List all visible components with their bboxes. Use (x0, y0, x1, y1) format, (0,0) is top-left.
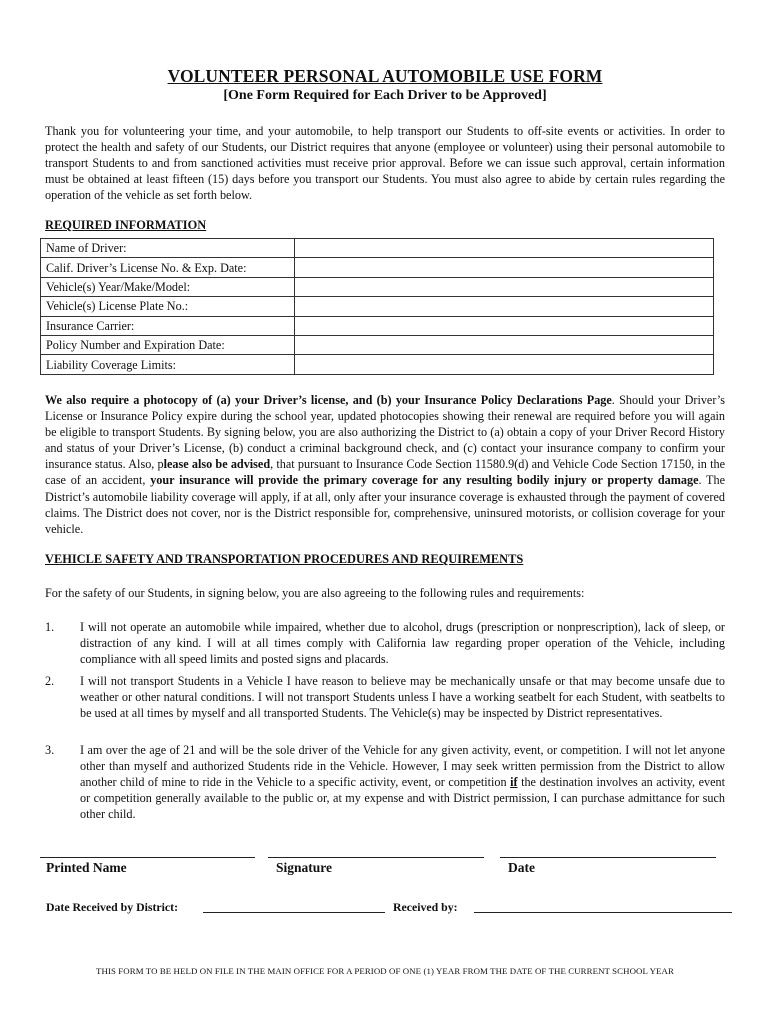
list-number: 3. (45, 743, 55, 757)
received-by-label: Received by: (393, 900, 458, 914)
table-row (41, 239, 714, 258)
row-label-license: Calif. Driver’s License No. & Exp. Date: (41, 258, 295, 277)
list-text-part-b: the destination involves an activity, event or competition generally available to the public or, at my expense and with District permission, I can purchase admittance for such other child. (80, 775, 725, 822)
form-subtitle: [One Form Required for Each Driver to be Approved] (223, 88, 547, 103)
photocopy-text-1: . Should your Driver’s License or Insurance Policy expire during the school year, updated photocopies showing their renewal are required before you will again be eligible to transport Students. By signing below, you are also authorizing the District to (a) obtain a copy of your Driver Record History and status of your Driver’s License, (b) conduct a criminal background check, and (c) contact your insurance company to confirm your insurance status. Also, p (45, 393, 725, 472)
photocopy-bold-lead: We also require a photocopy of (a) your Driver’s license, and (b) your Insurance Policy Declarations Page (45, 393, 612, 407)
photocopy-bold-advised: lease also be advised (163, 457, 271, 472)
row-label-liability: Liability Coverage Limits: (41, 355, 295, 374)
list-text-if: if (510, 775, 518, 790)
required-info-table (40, 238, 714, 375)
date-received-line[interactable] (203, 912, 385, 913)
signature-label: Signature (276, 860, 333, 875)
list-text (80, 742, 725, 822)
table-row (41, 277, 714, 296)
policy-field[interactable] (295, 335, 714, 354)
safety-lead: For the safety of our Students, in signing below, you are also agreeing to the following rules and requirements: (45, 586, 585, 600)
form-title: VOLUNTEER PERSONAL AUTOMOBILE USE FORM (167, 66, 603, 86)
photocopy-bold-primary: your insurance will provide the primary coverage for any resulting bodily injury or property damage (150, 473, 699, 488)
printed-name-line[interactable] (40, 857, 255, 858)
list-text: I will not transport Students in a Vehicle I have reason to believe may be mechanically unsafe or that may become unsafe due to weather or other natural conditions. I will not transport Students unless I have a working seatbelt for each Student, with seatbelts to be used at all times by myself and all transported Students. The Vehicle(s) may be inspected by District representatives. (80, 674, 725, 721)
photocopy-text-3: . The District’s automobile liability coverage will apply, if at all, only after your insurance coverage is exhausted through the payment of covered claims. The District does not cover, nor is the District responsible for, comprehensive, uninsured motorists, or collision coverage for your vehicle. (45, 473, 726, 536)
date-line[interactable] (500, 857, 716, 858)
license-field[interactable] (295, 258, 714, 277)
table-row (41, 258, 714, 277)
row-label-policy: Policy Number and Expiration Date: (41, 335, 295, 354)
vehicle-field[interactable] (295, 277, 714, 296)
footer-note: THIS FORM TO BE HELD ON FILE IN THE MAIN OFFICE FOR A PERIOD OF ONE (1) YEAR FROM THE DATE OF THE CURRENT SCHOOL YEAR (96, 966, 674, 976)
table-row (41, 316, 714, 335)
photocopy-paragraph (45, 392, 725, 537)
intro-paragraph: Thank you for volunteering your time, and your automobile, to help transport our Students to off-site events or activities. In order to protect the health and safety of our Students, our District requires that anyone (employee or volunteer) using their personal automobile to transport Students to and from sanctioned activities must receive prior approval. Before we can issue such approval, certain information must be obtained at least fifteen (15) days before you transport our Students. You must also agree to abide by certain rules regarding the operation of the vehicle as set forth below. (45, 124, 725, 203)
list-text-part-a: I am over the age of 21 and will be the sole driver of the Vehicle for any given activity, event, or competition. I will not let anyone other than myself and authorized Students ride in the Vehicle. However, I may seek written permission from the District to allow another child of mine to ride in the Vehicle to a specific activity, event, or competition (80, 743, 725, 790)
list-number: 2. (45, 674, 55, 688)
list-number: 1. (45, 620, 55, 634)
date-received-label: Date Received by District: (46, 900, 179, 914)
required-info-heading: REQUIRED INFORMATION (45, 218, 207, 232)
signature-line[interactable] (268, 857, 484, 858)
liability-field[interactable] (295, 355, 714, 374)
row-label-insurance-carrier: Insurance Carrier: (41, 316, 295, 335)
received-by-line[interactable] (474, 912, 732, 913)
table-row (41, 335, 714, 354)
safety-heading: VEHICLE SAFETY AND TRANSPORTATION PROCEDURES AND REQUIREMENTS (45, 552, 524, 566)
plate-field[interactable] (295, 297, 714, 316)
table-row (41, 297, 714, 316)
photocopy-text-2: , that pursuant to Insurance Code Section 11580.9(d) and Vehicle Code Section 17150, in the case of an accident, (45, 457, 726, 488)
driver-name-field[interactable] (295, 239, 714, 258)
table-row (41, 355, 714, 374)
row-label-plate: Vehicle(s) License Plate No.: (41, 297, 295, 316)
insurance-carrier-field[interactable] (295, 316, 714, 335)
date-label: Date (508, 860, 535, 875)
printed-name-label: Printed Name (46, 860, 127, 875)
row-label-vehicle: Vehicle(s) Year/Make/Model: (41, 277, 295, 296)
list-text: I will not operate an automobile while impaired, whether due to alcohol, drugs (prescription or nonprescription), lack of sleep, or distraction of any kind. I will at all times comply with California law regarding proper operation of the Vehicle, including compliance with all speed limits and posted signs and placards. (80, 620, 725, 667)
row-label-driver-name: Name of Driver: (41, 239, 295, 258)
